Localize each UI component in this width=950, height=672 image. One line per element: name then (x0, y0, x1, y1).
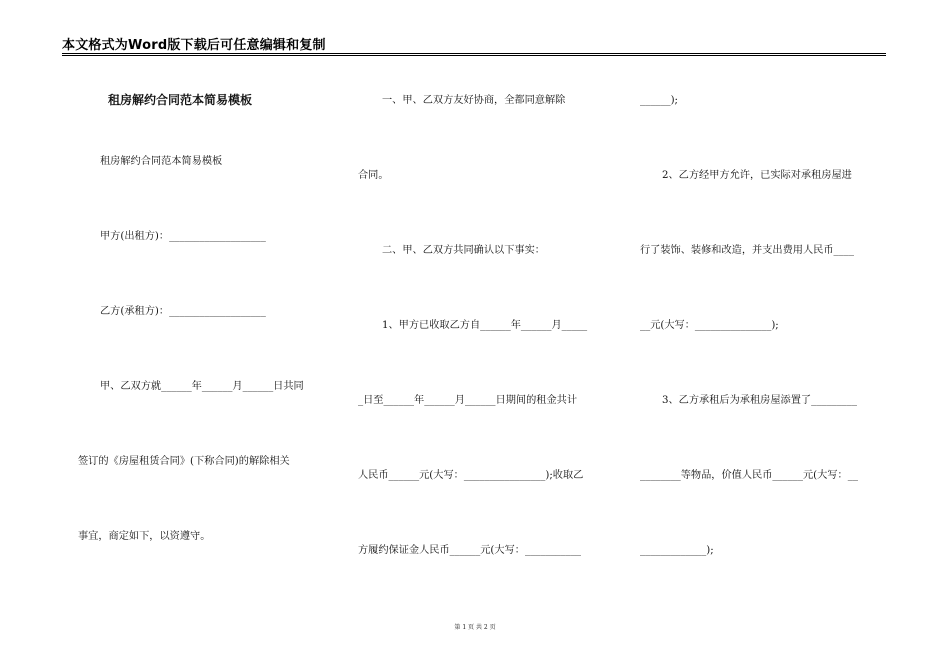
close-line-2: _____________); (640, 545, 714, 556)
party-a-line: 甲方(出租方)：___________________ (100, 231, 266, 242)
item-2-cont: 行了装饰、装修和改造，并支出费用人民币____ (640, 245, 854, 256)
item-3: 3、乙方承租后为承租房屋添置了_________ (662, 395, 857, 406)
item-1-cont: _日至______年______月______日期间的租金共计 (358, 395, 578, 406)
clause-1: 一、甲、乙双方友好协商，全都同意解除 (382, 95, 566, 106)
signed-contract-line: 签订的《房屋租赁合同》(下称合同)的解除相关 (78, 456, 290, 467)
item-2-amount: __元(大写：_______________); (640, 320, 779, 331)
clause-2: 二、甲、乙双方共同确认以下事实： (382, 245, 545, 256)
page-footer: 第 1 页 共 2 页 (454, 624, 496, 631)
contract-date-line: 甲、乙双方就______年______月______日共同 (100, 381, 304, 392)
document-header: 本文格式为Word版下载后可任意编辑和复制 (62, 38, 326, 53)
deposit-line: 方履约保证金人民币______元(大写：___________ (358, 545, 582, 556)
doc-subtitle: 租房解约合同范本简易模板 (100, 156, 223, 167)
header-rule (62, 53, 886, 54)
item-2: 2、乙方经甲方允许，已实际对承租房屋进 (662, 170, 852, 181)
item-3-cont: ________等物品，价值人民币______元(大写：__ (640, 470, 858, 481)
header-rule-secondary (62, 55, 886, 56)
rent-amount-line: 人民币______元(大写：________________);收取乙 (358, 470, 584, 481)
close-line-1: ______); (640, 95, 678, 106)
item-1: 1、甲方已收取乙方自______年______月_____ (382, 320, 588, 331)
party-b-line: 乙方(承租方)：___________________ (100, 306, 266, 317)
document-title: 租房解约合同范本简易模板 (108, 93, 253, 107)
clause-1-cont: 合同。 (358, 170, 389, 181)
matters-line: 事宜，商定如下，以资遵守。 (78, 531, 211, 542)
